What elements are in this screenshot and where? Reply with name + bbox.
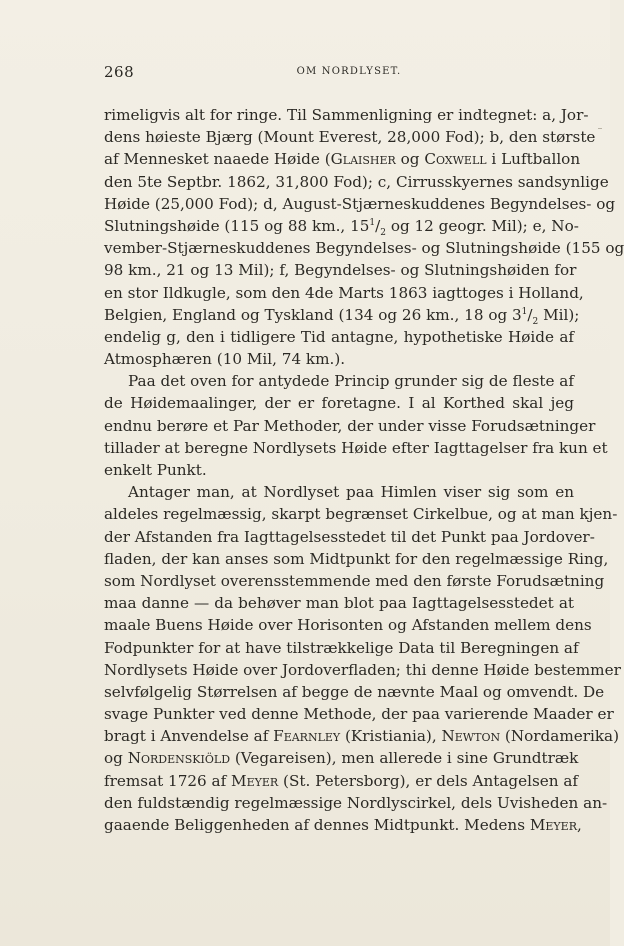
name-nordenskiold: Nordenskiöld <box>127 749 231 768</box>
text-line: selvfølgelig Størrelsen af begge de nævnte Maal og omvendt. De <box>104 682 605 701</box>
text-line: endnu berøre et Par Methoder, der under visse Forudsætninger <box>104 416 596 435</box>
text-line: vember-Stjærneskuddenes Begyndelses- og Slutningshøide (155 og <box>104 239 624 258</box>
text-line: enkelt Punkt. <box>104 461 207 479</box>
text-line: bragt i Anvendelse af Fearnley (Kristiania), Newton (Nordamerika) <box>104 727 620 746</box>
text-line: den fuldstændig regelmæssige Nordlyscirkel, dels Uvisheden an- <box>104 793 608 812</box>
text-line: rimeligvis alt for ringe. Til Sammenligning er indtegnet: a, Jor- <box>104 106 589 124</box>
paragraph-start: Antager man, at Nordlyset paa Himlen viser sig som en <box>128 483 574 502</box>
text-line: af Mennesket naaede Høide (Glaisher og Coxwell i Luftballon <box>104 150 581 169</box>
text-line: aldeles regelmæssig, skarpt begrænset Cirkelbue, og at man kjen- <box>104 505 618 524</box>
name-coxwell: Coxwell <box>424 150 487 169</box>
text-line: som Nordlyset overensstemmende med den første Forudsætning <box>104 571 605 590</box>
text-line: Fodpunkter for at have tilstrækkelige Data til Beregningen af <box>104 638 579 657</box>
text-line: endelig g, den i tidligere Tid antagne, hypothetiske Høide af <box>104 327 574 346</box>
text-line: fladen, der kan anses som Midtpunkt for den regelmæssige Ring, <box>104 549 609 568</box>
text-line: 98 km., 21 og 13 Mil); f, Begyndelses- og Slutningshøiden for <box>104 261 577 280</box>
name-glaisher: Glaisher <box>330 150 396 169</box>
text-line: gaaende Beliggenheden af dennes Midtpunkt. Medens Meyer, <box>104 816 582 834</box>
text-line: Atmosphæren (10 Mil, 74 km.). <box>104 350 346 369</box>
page-header <box>104 63 574 85</box>
margin-mark <box>598 128 602 129</box>
text-line: Nordlysets Høide over Jordoverfladen; thi denne Høide bestemmer <box>104 660 621 679</box>
text-line: svage Punkter ved denne Methode, der paa varierende Maader er <box>104 705 614 724</box>
text-line: dens høieste Bjærg (Mount Everest, 28,000 Fod); b, den største <box>104 128 596 147</box>
text-line: maale Buens Høide over Horisonten og Afstanden mellem dens <box>104 616 592 635</box>
text-line: den 5te Septbr. 1862, 31,800 Fod); c, Cirrusskyernes sandsynlige <box>104 172 609 191</box>
page-number: 268 <box>104 63 135 81</box>
text-line: Belgien, England og Tyskland (134 og 26 km., 18 og $3^1/_2$ Mil); <box>104 305 580 327</box>
text-line: der Afstanden fra Iagttagelsesstedet til det Punkt paa Jordover- <box>104 527 595 546</box>
text-line: og Nordenskiöld (Vegareisen), men allerede i sine Grundtræk <box>104 749 579 768</box>
name-newton: Newton <box>441 727 501 746</box>
text-line: maa danne — da behøver man blot paa Iagttagelsesstedet at <box>104 594 574 613</box>
name-meyer: Meyer <box>529 816 577 834</box>
text-line: fremsat 1726 af Meyer (St. Petersborg), er dels Antagelsen af <box>104 771 579 790</box>
text-line: Slutningshøide (115 og 88 km., $15^1/_2$ og 12 geogr. Mil); e, No- <box>104 216 579 238</box>
text-line: de Høidemaalinger, der er foretagne. I al Korthed skal jeg <box>104 394 574 413</box>
text-line: en stor Ildkugle, som den 4de Marts 1863 iagttoges i Holland, <box>104 283 584 302</box>
body-text <box>104 104 624 836</box>
name-fearnley: Fearnley <box>273 727 341 746</box>
text-line: Høide (25,000 Fod); d, August-Stjærneskuddenes Begyndelses- og <box>104 194 616 213</box>
paragraph-start: Paa det oven for antydede Princip grunder sig de fleste af <box>128 372 574 391</box>
running-title: OM NORDLYSET. <box>296 66 402 77</box>
text-line: tillader at beregne Nordlysets Høide efter Iagttagelser fra kun et <box>104 438 608 457</box>
name-meyer: Meyer <box>231 771 279 790</box>
